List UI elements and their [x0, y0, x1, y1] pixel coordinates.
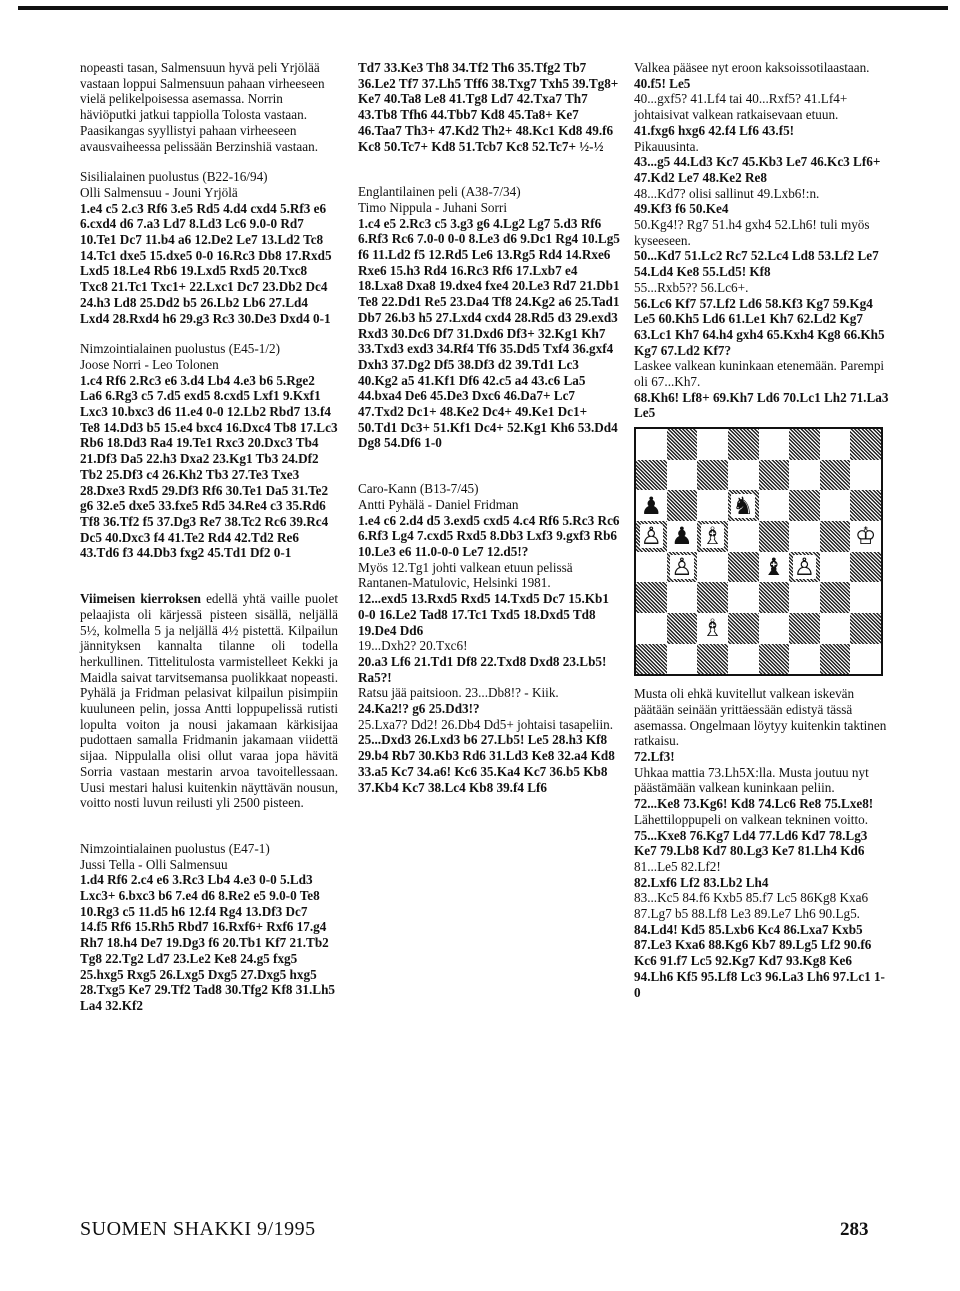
commentary-text: Uhkaa mattia 73.Lh5X:lla. Musta joutuu nyt päästämään valkean kuninkaan peliin.	[634, 764, 869, 796]
board-square	[728, 521, 759, 552]
board-square	[728, 644, 759, 675]
board-square	[636, 613, 667, 644]
top-rule	[18, 6, 948, 10]
board-square	[667, 582, 698, 613]
column-right	[634, 60, 890, 1000]
board-square	[850, 644, 881, 675]
board-square	[850, 460, 881, 491]
board-square	[697, 490, 728, 521]
spacer	[358, 154, 620, 184]
commentary-text: Sisilialainen puolustus (B22-16/94) Olli Salmensuu - Jouni Yrjölä	[80, 169, 268, 200]
board-square	[697, 552, 728, 583]
board-square	[697, 429, 728, 460]
board-square	[759, 552, 790, 583]
commentary-text: 83...Kc5 84.f6 Kxb5 85.f7 Lc5 86Kg8 Kxa6 87.Lg7 b5 88.Lf8 Le3 89.Le7 Lh6 90.Lg5.	[634, 890, 869, 922]
board-square	[789, 521, 820, 552]
lead-in: Viimeisen kierroksen	[80, 591, 201, 607]
board-square	[667, 490, 698, 521]
board-square	[728, 460, 759, 491]
chess-piece-icon: ♙	[640, 522, 663, 551]
commentary-text: 19...Dxh2? 20.Txc6!	[358, 638, 468, 654]
commentary-text: nopeasti tasan, Salmensuun hyvä peli Yrjölää vastaan loppui Salmensuun pahaan virheeseen vielä pelikelpoisessa asemassa. Norrin häviöputki jatkui tappiolla Tolosta vastaan. Paasikangas syyllistyi pahaan virheeseen avausvaiheessa pelissään Berzinshiä vastaan.	[80, 60, 325, 154]
commentary-text: Nimzointialainen puolustus (E47-1) Jussi Tella - Olli Salmensuu	[80, 840, 270, 872]
column-left	[80, 60, 338, 1014]
column-right-top	[634, 60, 890, 421]
board-square	[789, 613, 820, 644]
move-text: 40.f5! Le5	[634, 75, 691, 91]
move-text: 25...Dxd3 26.Lxd3 b6 27.Lb5! Le5 28.h3 Kf8 29.b4 Rb7 30.Kb3 Rd6 31.Ld3 Ke8 32.a4 Kd8 33.a5 Kc7 34.a6! Kc6 35.Ka4 Kc7 36.b5 Kb8 37.Kb4 Kc7 38.Lc4 Kb8 39.f4 Lf6	[358, 732, 615, 795]
board-square	[759, 644, 790, 675]
move-text: Td7 33.Ke3 Th8 34.Tf2 Th6 35.Tfg2 Tb7 36.Le2 Tf7 37.Lh5 Tff6 38.Txg7 Txh5 39.Tg8+ Ke7 40.Ta8 Le8 41.Tg8 Ld7 42.Txa7 Th7 43.Tb8 Tfh6 44.Tbb7 Kd8 45.Ta8+ Ke7 46.Taa7 Th3+ 47.Kd2 Th2+ 48.Kc1 Kd8 49.f6 Kc8 50.Tc7+ Kd8 51.Tcb7 Kc8 52.Tc7+ ½-½	[358, 60, 619, 154]
move-text: 1.e4 c5 2.c3 Rf6 3.e5 Rd5 4.d4 cxd4 5.Rf3 e6 6.cxd4 d6 7.a3 Ld7 8.Ld3 Lc6 9.0-0 Rd7 10.Te1 Dc7 11.b4 a6 12.De2 Le7 13.Ld2 Tc8 14.Tc1 dxe5 15.dxe5 0-0 16.Rc3 Db8 17.Rxd5 Lxd5 18.Le4 Rb6 19.Lxd5 Rxd5 20.Txc8 Txc8 21.Tc1 Txc1+ 22.Lxc1 Dc7 23.Db2 Dc4 24.h3 Ld8 25.Dd2 b5 26.Lb2 Lb6 27.Ld4 Lxd4 28.Rxd4 h6 29.g3 Rc3 30.De3 Dxd4 0-1	[80, 200, 332, 326]
spacer	[358, 451, 620, 481]
board-square	[697, 644, 728, 675]
board-square	[850, 582, 881, 613]
commentary-text: Laskee valkean kuninkaan etenemään. Parempi oli 67...Kh7.	[634, 358, 885, 390]
board-square	[697, 582, 728, 613]
board-square	[667, 521, 698, 552]
page-number: 283	[840, 1219, 869, 1240]
board-square	[789, 644, 820, 675]
commentary-text: 40...gxf5? 41.Lf4 tai 40...Rxf5? 41.Lf4+ johtaisivat valkean ratkaisevaan etuun.	[634, 91, 848, 123]
move-text: 12...exd5 13.Rxd5 Rxd5 14.Txd5 Dc7 15.Kb1 0-0 16.Le2 Tad8 17.Tc1 Txd5 18.Dxd5 Td8 19.De4 Dd6	[358, 591, 609, 638]
move-text: 20.a3 Lf6 21.Td1 Df8 22.Txd8 Dxd8 23.Lb5! Ra5?!	[358, 653, 607, 685]
move-text: 75...Kxe8 76.Kg7 Ld4 77.Ld6 Kd7 78.Lg3 Ke7 79.Lb8 Kd7 80.Lg3 Ke7 81.Lh4 Kd6	[634, 827, 868, 859]
commentary-text: Nimzointialainen puolustus (E45-1/2) Joose Norri - Leo Tolonen	[80, 341, 280, 372]
board-square	[728, 552, 759, 583]
board-square	[636, 582, 667, 613]
board-square	[759, 582, 790, 613]
board-square	[759, 521, 790, 552]
board-square	[850, 429, 881, 460]
board-square	[667, 460, 698, 491]
board-square	[636, 429, 667, 460]
board-square	[697, 460, 728, 491]
board-square	[820, 582, 851, 613]
board-square	[667, 644, 698, 675]
magazine-footer: SUOMEN SHAKKI 9/1995	[80, 1218, 316, 1240]
board-square	[789, 490, 820, 521]
move-text: 56.Lc6 Kf7 57.Lf2 Ld6 58.Kf3 Kg7 59.Kg4 Le5 60.Kh5 Ld6 61.Le1 Kh7 62.Ld2 Kg7 63.Lc1 Kh7 64.h4 gxh4 65.Kxh4 Kg8 66.Kh5 Kg7 67.Ld2 Kf7?	[634, 295, 885, 358]
board-square	[728, 490, 759, 521]
commentary-text: Ratsu jää paitsioon. 23...Db8!? - Kiik.	[358, 685, 559, 701]
board-square	[850, 613, 881, 644]
move-text: 41.fxg6 hxg6 42.f4 Lf6 43.f5!	[634, 122, 795, 138]
board-square	[789, 460, 820, 491]
spacer	[80, 326, 338, 341]
board-square	[820, 552, 851, 583]
move-text: 24.Ka2!? g6 25.Dd3!?	[358, 701, 480, 717]
board-square	[850, 552, 881, 583]
board-square	[789, 429, 820, 460]
commentary-text	[80, 591, 338, 811]
board-square	[759, 490, 790, 521]
board-square	[759, 460, 790, 491]
chess-piece-icon: ♝	[763, 552, 785, 581]
move-text: 72...Ke8 73.Kg6! Kd8 74.Lc6 Re8 75.Lxe8!	[634, 796, 874, 812]
chess-piece-icon: ♙	[793, 552, 816, 581]
board-square	[820, 644, 851, 675]
board-square	[789, 582, 820, 613]
spacer	[80, 154, 338, 169]
chess-piece-icon: ♔	[854, 522, 877, 551]
move-text: 1.c4 e5 2.Rc3 c5 3.g3 g6 4.Lg2 Lg7 5.d3 Rf6 6.Rf3 Rc6 7.0-0 0-0 8.Le3 d6 9.Dc1 Rg4 10.Lg5 f6 11.Ld2 f5 12.Rd5 Le6 13.Rg5 Rd4 14.Rxe6 Rxe6 15.h3 Rd4 16.Rc3 Rf6 17.Lxb7 e4 18.Lxa8 Dxa8 19.dxe4 fxe4 20.Le3 Rd7 21.Db1 Te8 22.Dd1 Re5 23.Da4 Tf8 24.Kg2 a6 25.Tad1 Db7 26.b3 h5 27.Lxd4 cxd4 28.Rd5 d3 29.exd3 Rxd3 30.Dc6 Df7 31.Dxd6 Df3+ 32.Kg1 Kh7 33.Txd3 exd3 34.Rf4 Tf6 35.Dd5 Txf4 36.gxf4 Dxh3 37.Dg2 Df5 38.Df3 d2 39.Td1 Lc3 40.Kg2 a5 41.Kf1 Df6 42.c5 a4 43.c6 La5 44.bxa4 De6 45.De3 Dxc6 46.Da7+ Lc7 47.Txd2 Dc1+ 48.Ke2 Dc4+ 49.Ke1 Dc1+ 50.Td1 Dc3+ 51.Kf1 Dc4+ 52.Kg1 Kh6 53.Dd4 Dg8 54.Df6 1-0	[358, 215, 620, 451]
chess-diagram	[634, 427, 883, 676]
chess-piece-icon: ♞	[732, 491, 754, 520]
board-square	[820, 521, 851, 552]
board-square	[636, 460, 667, 491]
paragraph-body: edellä yhtä vaille puolet pelaajista oli kärjessä pisteen sisällä, neljällä 5½, kolmella 5 ja neljällä 4½ pistettä. Kilpailun jännityksen kannalta tilanne oli todella herkullinen. Tittelitulosta varmistelleet Kekki ja Maidla saivat tarvitsemansa puolikkaat nopeasti. Pyhälä ja Fridman pelasivat kilpailun pisimpiin kuuluneen pelin, jossa Antti loppupelissä rutisti lopulta voiton ja nousi jakamaan kärkisijaa pudottaen samalla Fridmanin jakamaan viidettä sijaa. Nippulalla olisi ollut varaa jopa hävitä Sorria vastaan mestarin arvoa tavoitellessaan. Uusi mestari halusi kuitenkin näyttävän nousun, voitto nosti luvun reilusti yli 2500 pisteen.	[80, 591, 338, 811]
column-middle	[358, 60, 620, 795]
commentary-text: 50.Kg4!? Rg7 51.h4 gxh4 52.Lh6! tuli myös kyseeseen.	[634, 217, 870, 248]
commentary-text: Lähettiloppupeli on valkean tekninen voitto.	[634, 811, 869, 827]
chess-piece-icon: ♟	[640, 491, 663, 520]
move-text: 72.Lf3!	[634, 748, 675, 764]
commentary-text: 25.Lxa7? Dd2! 26.Db4 Dd5+ johtaisi tasapeliin.	[358, 716, 614, 732]
commentary-text: 81...Le5 82.Lf2!	[634, 858, 721, 874]
board-square	[728, 429, 759, 460]
board-square	[636, 521, 667, 552]
move-text: 43...g5 44.Ld3 Kc7 45.Kb3 Le7 46.Kc3 Lf6+ 47.Kd2 Le7 48.Ke2 Re8	[634, 154, 881, 185]
board-square	[820, 429, 851, 460]
spacer	[80, 811, 338, 841]
commentary-text: 55...Rxb5?? 56.Lc6+.	[634, 279, 749, 295]
commentary-text: 48...Kd7? olisi sallinut 49.Lxb6!:n.	[634, 185, 820, 201]
board-square	[636, 490, 667, 521]
board-square	[667, 613, 698, 644]
board-square	[667, 552, 698, 583]
commentary-text: Caro-Kann (B13-7/45) Antti Pyhälä - Daniel Fridman	[358, 481, 519, 512]
board-square	[728, 613, 759, 644]
commentary-text: Englantilainen peli (A38-7/34) Timo Nippula - Juhani Sorri	[358, 184, 521, 215]
move-text: 1.e4 c6 2.d4 d5 3.exd5 cxd5 4.c4 Rf6 5.Rc3 Rc6 6.Rf3 Lg4 7.cxd5 Rxd5 8.Db3 Lxf3 9.gxf3 Rb6 10.Le3 e6 11.0-0-0 Le7 12.d5!?	[358, 512, 620, 559]
spacer	[80, 561, 338, 591]
chess-piece-icon: ♟	[671, 522, 693, 551]
commentary-text: Valkea pääsee nyt eroon kaksoissotilaastaan.	[634, 60, 870, 75]
board-square	[789, 552, 820, 583]
board-square	[759, 613, 790, 644]
commentary-text: Musta oli ehkä kuvitellut valkean iskevän päätään seinään yrittäessään edistyä tässä asemassa. Ongelmaan löytyy kuitenkin taktinen ratkaisu.	[634, 686, 887, 749]
board-square	[850, 521, 881, 552]
board-square	[667, 429, 698, 460]
chess-piece-icon: ♗	[701, 614, 724, 643]
board-square	[636, 644, 667, 675]
board-square	[697, 613, 728, 644]
move-text: 50...Kd7 51.Lc2 Rc7 52.Lc4 Ld8 53.Lf2 Le7 54.Ld4 Ke8 55.Ld5! Kf8	[634, 248, 879, 280]
board-square	[728, 582, 759, 613]
chess-piece-icon: ♙	[671, 552, 693, 581]
chess-piece-icon: ♗	[701, 522, 724, 551]
move-text: 1.d4 Rf6 2.c4 e6 3.Rc3 Lb4 4.e3 0-0 5.Ld3 Lxc3+ 6.bxc3 b6 7.e4 d6 8.Re2 e5 9.0-0 Te8 10.Rg3 c5 11.d5 h6 12.f4 Rg4 13.Df3 Dc7 14.f5 Rf6 15.Rh5 Rbd7 16.Rxf6+ Rxf6 17.g4 Rh7 18.h4 De7 19.Dg3 f6 20.Tb1 Kf7 21.Tb2 Tg8 22.Tg2 Ld7 23.Le2 Ke8 24.g5 fxg5 25.hxg5 Rxg5 26.Lxg5 Dxg5 27.Dxg5 hxg5 28.Txg5 Ke7 29.Tf2 Tad8 30.Tfg2 Kf8 31.Lh5 La4 32.Kf2	[80, 872, 335, 1013]
board-square	[820, 490, 851, 521]
board-square	[759, 429, 790, 460]
move-text: 68.Kh6! Lf8+ 69.Kh7 Ld6 70.Lc1 Lh2 71.La3 Le5	[634, 389, 889, 421]
board-square	[850, 490, 881, 521]
column-right-bottom	[634, 686, 890, 1000]
commentary-text: Myös 12.Tg1 johti valkean etuun pelissä Rantanen-Matulovic, Helsinki 1981.	[358, 559, 573, 591]
move-text: 49.Kf3 f6 50.Ke4	[634, 201, 729, 217]
board-square	[820, 460, 851, 491]
board-square	[820, 613, 851, 644]
move-text: 84.Ld4! Kd5 85.Lxb6 Kc4 86.Lxa7 Kxb5 87.Le3 Kxa6 88.Kg6 Kb7 89.Lg5 Lf2 90.f6 Kc6 91.f7 Lc5 92.Kg7 Kd7 93.Kg8 Ke6 94.Lh6 Kf5 95.Lf8 Lc3 96.La3 Lh6 97.Lc1 1-0	[634, 921, 885, 1000]
move-text: 82.Lxf6 Lf2 83.Lb2 Lh4	[634, 874, 769, 890]
move-text: 1.c4 Rf6 2.Rc3 e6 3.d4 Lb4 4.e3 b6 5.Rge2 La6 6.Rg3 c5 7.d5 exd5 8.cxd5 Lxf1 9.Kxf1 Lxc3 10.bxc3 d6 11.e4 0-0 12.Lb2 Rbd7 13.f4 Te8 14.Dd3 b5 15.e4 bxc4 16.Dxc4 Tb8 17.Lc3 Rb6 18.Dd3 Ra4 19.Te1 Rxc3 20.Dxc3 Tb4 21.Df3 Da5 22.h3 Dxa2 23.Kg1 Tb3 24.Df2 Tb2 25.Df3 c4 26.Kh2 Tb3 27.Te3 Txe3 28.Dxe3 Rxd5 29.Df3 Rf6 30.Te1 Da5 31.Te2 g6 32.e5 dxe5 33.fxe5 Rd5 34.Re4 c3 35.Rd6 Tf8 36.Tf2 f5 37.Dg3 Re7 38.Tc2 Rc6 39.Rc4 Dc5 40.Dxc3 f4 41.Te2 Rd4 42.Td2 Re6 43.Td6 f3 44.Db3 fxg2 45.Td1 Df2 0-1	[80, 372, 338, 561]
board-square	[636, 552, 667, 583]
board-square	[697, 521, 728, 552]
commentary-text: Pikauusinta.	[634, 138, 699, 154]
